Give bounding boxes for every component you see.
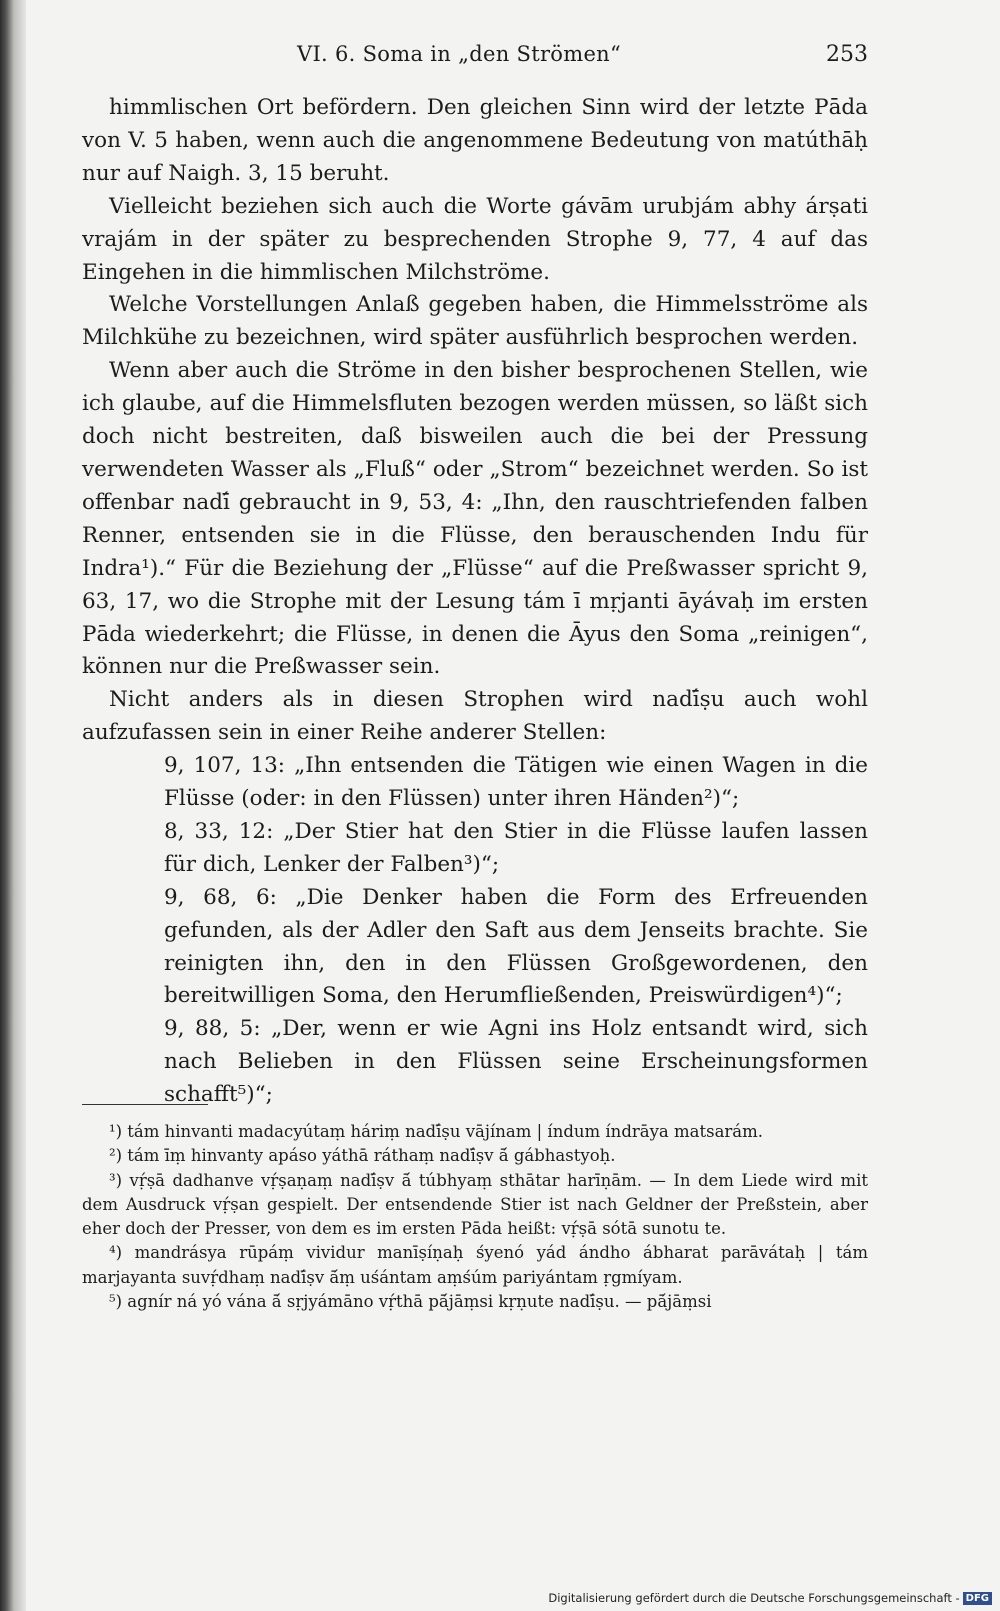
footnote: ¹) tám hinvanti madacyútaṃ háriṃ nadī́ṣu vājínam | índum índrāya matsarám.	[109, 1122, 764, 1141]
quoted-verse: 9, 88, 5: „Der, wenn er wie Agni ins Holz entsandt wird, sich nach Belieben in den Flüssen seine Erscheinungsformen schafft⁵)“;	[164, 1016, 868, 1108]
dfg-logo: DFG	[963, 1592, 992, 1605]
footnote-separator	[82, 1104, 208, 1105]
footnote: ²) tám īṃ hinvanty apáso yáthā ráthaṃ nadī́ṣv ā́ gábhastyoḥ.	[109, 1146, 616, 1166]
page-gutter-shadow	[0, 0, 26, 1611]
footnote: ⁴) mandrásya rūpáṃ vividur manīṣíṇaḥ śyenó yád ándho ábharat parāvátaḥ | tám marjayanta suvṛ́dhaṃ nadī́ṣv ā́ṃ uśántam aṃśúm pariyántam ṛgmíyam.	[82, 1243, 868, 1287]
paragraph: Nicht anders als in diesen Strophen wird nadī́ṣu auch wohl aufzufassen sein in einer Reihe anderer Stellen:	[82, 687, 868, 746]
running-header	[82, 42, 868, 76]
page-number: 253	[826, 42, 868, 67]
footnote: ³) vṛ́ṣā dadhanve vṛ́ṣaṇaṃ nadī́ṣv ā́ túbhyaṃ sthātar harīṇām. — In dem Liede wird mit dem Ausdruck vṛ́ṣan gespielt. Der entsendende Stier ist nach Geldner der Preßstein, aber eher doch der Presser, von dem es im ersten Pāda heißt: vṛ́ṣā sótā sunotu te.	[82, 1170, 868, 1239]
credit-text: Digitalisierung gefördert durch die Deutsche Forschungsgemeinschaft -	[548, 1591, 960, 1605]
quoted-verse: 9, 107, 13: „Ihn entsenden die Tätigen wie einen Wagen in die Flüsse (oder: in den Flüssen) unter ihren Händen²)“;	[164, 753, 868, 812]
chapter-title: VI. 6. Soma in „den Strömen“	[297, 42, 622, 66]
quoted-verse: 9, 68, 6: „Die Denker haben die Form des Erfreuenden gefunden, als der Adler den Saft aus dem Jenseits brachte. Sie reinigten ihn, den in den Flüssen Großgewordenen, den bereitwilligen Soma, den Herumfließenden, Preiswürdigen⁴)“;	[164, 884, 868, 1009]
digitization-credit	[548, 1591, 992, 1609]
paragraph: Welche Vorstellungen Anlaß gegeben haben, die Himmelsströme als Milchkühe zu bezeichnen, wird später ausführlich besprochen werden.	[82, 292, 868, 351]
footnote: ⁵) agnír ná yó vána ā́ sṛjyámāno vṛ́thā pā́jāṃsi kṛṇute nadī́ṣu. — pā́jāṃsi	[109, 1292, 712, 1312]
paragraph: Vielleicht beziehen sich auch die Worte gávām urubjám abhy árṣati vrajám in der später zu besprechenden Strophe 9, 77, 4 auf das Eingehen in die himmlischen Milchströme.	[82, 193, 868, 285]
footnotes	[82, 1120, 868, 1314]
paragraph: Wenn aber auch die Ströme in den bisher besprochenen Stellen, wie ich glaube, auf die Himmelsfluten bezogen werden müssen, so läßt sich doch nicht bestreiten, daß bisweilen auch die bei der Pressung verwendeten Wasser als „Fluß“ oder „Strom“ bezeichnet werden. So ist offenbar nadī́ gebraucht in 9, 53, 4: „Ihn, den rauschtriefenden falben Renner, entsenden sie in die Flüsse, den berauschenden Indu für Indra¹).“ Für die Beziehung der „Flüsse“ auf die Preßwasser spricht 9, 63, 17, wo die Strophe mit der Lesung tám ī mṛjanti āyávaḥ im ersten Pāda wiederkehrt; die Flüsse, in denen die Āyus den Soma „reinigen“, können nur die Preßwasser sein.	[82, 358, 868, 680]
paragraph: himmlischen Ort befördern. Den gleichen Sinn wird der letzte Pāda von V. 5 haben, wenn auch die angenommene Bedeutung von matúthāḥ nur auf Naigh. 3, 15 beruht.	[82, 95, 868, 186]
main-text	[82, 92, 868, 1112]
quoted-verse: 8, 33, 12: „Der Stier hat den Stier in die Flüsse laufen lassen für dich, Lenker der Falben³)“;	[164, 818, 868, 877]
